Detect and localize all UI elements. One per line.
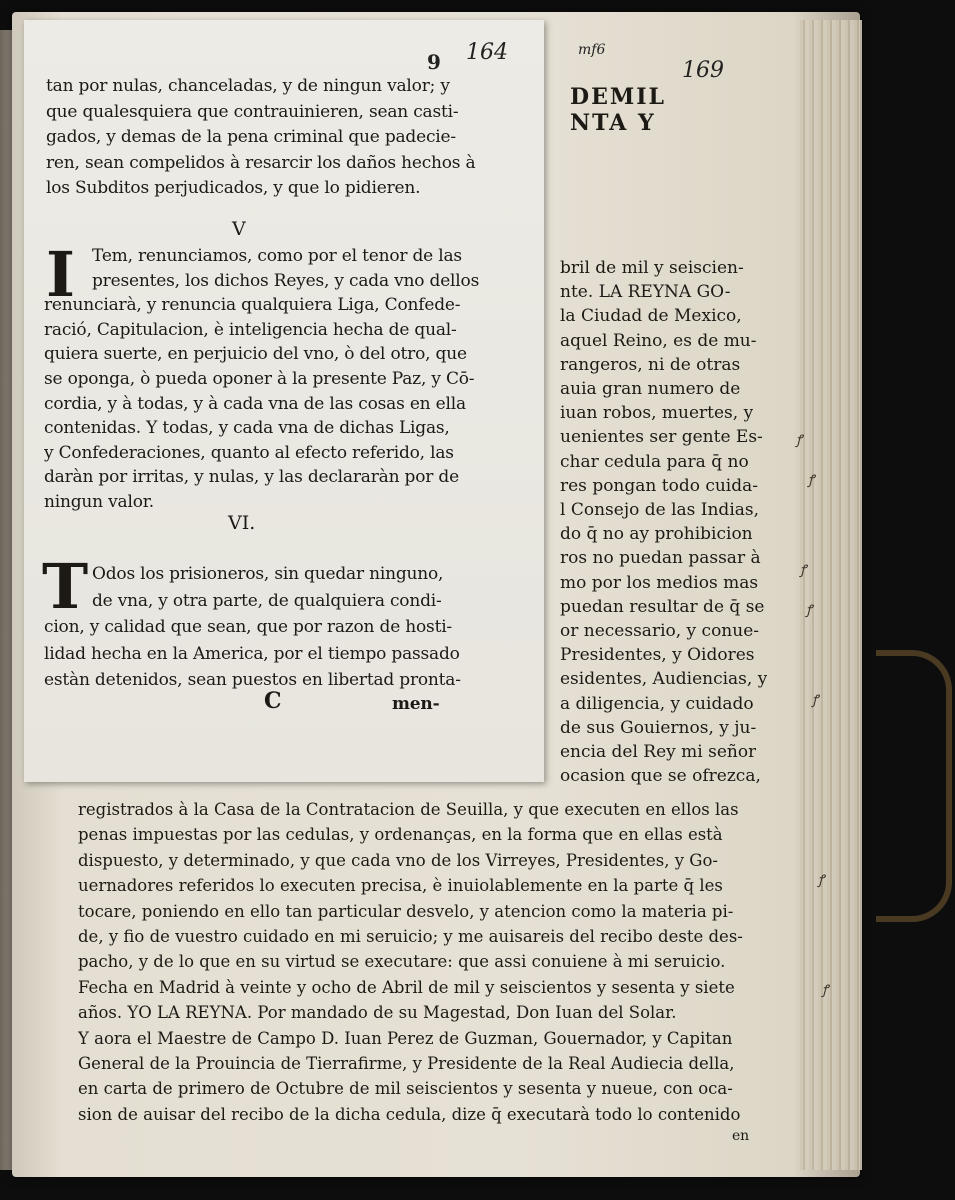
text-line: rangeros, ni de otras — [560, 354, 741, 375]
text-line: tan por nulas, chanceladas, y de ningun valor; y — [46, 76, 450, 96]
text-line: registrados à la Casa de la Contratacion de Seuilla, y que executen en ellos las — [78, 800, 739, 819]
text-line: daràn por irritas, y nulas, y las declararàn por de — [44, 467, 459, 488]
catchword: men- — [392, 694, 440, 714]
text-line: General de la Prouincia de Tierrafirme, y Presidente de la Real Audiecia della, — [78, 1054, 735, 1073]
text-line: de sus Gouiernos, y ju- — [560, 717, 757, 738]
text-line: ocasion que se ofrezca, — [560, 766, 761, 787]
bottom-catchword: en — [732, 1128, 749, 1144]
text-line: bril de mil y seiscien- — [560, 258, 744, 278]
text-line: de vna, y otra parte, de qualquiera condi- — [92, 590, 442, 611]
manuscript-page-number-left: 164 — [466, 40, 508, 65]
folio-number: 9 — [427, 50, 441, 74]
text-line: char cedula para q̄ no — [560, 451, 749, 472]
signature-mark: C — [264, 688, 282, 714]
text-line: se oponga, ò pueda oponer à la presente Paz, y Cō- — [44, 369, 475, 389]
text-line: la Ciudad de Mexico, — [560, 306, 742, 327]
text-line: lidad hecha en la America, por el tiempo passado — [44, 643, 460, 664]
marginal-note: ꝭ — [796, 433, 803, 448]
text-line: los Subditos perjudicados, y que lo pidieren. — [46, 178, 421, 198]
text-line: Fecha en Madrid à veinte y ocho de Abril de mil y seiscientos y sesenta y siete — [78, 977, 735, 997]
text-line: encia del Rey mi señor — [560, 742, 757, 762]
text-line: uernadores referidos lo executen precisa, è inuiolablemente en la parte q̄ les — [78, 876, 723, 896]
manuscript-page-number-right: 169 — [682, 58, 724, 83]
marginal-note: ꝭ — [822, 983, 829, 998]
text-line: res pongan todo cuida- — [560, 475, 759, 496]
text-line: uenientes ser gente Es- — [560, 427, 763, 448]
text-line: que qualesquiera que contrauinieren, sean casti- — [46, 101, 459, 122]
text-line: nte. LA REYNA GO- — [560, 282, 731, 303]
marginal-note: ꝭ — [818, 873, 825, 888]
text-line: cordia, y à todas, y à cada vna de las cosas en ella — [44, 393, 466, 414]
text-line: estàn detenidos, sean puestos en libertad pronta- — [44, 670, 461, 691]
text-line: presentes, los dichos Reyes, y cada vno dellos — [92, 270, 480, 291]
text-line: contenidas. Y todas, y cada vna de dichas Ligas, — [44, 418, 450, 439]
text-line: sion de auisar del recibo de la dicha cedula, dize q̄ executarà todo lo contenido — [78, 1104, 741, 1124]
text-line: y Confederaciones, quanto al efecto referido, las — [44, 442, 454, 463]
text-line: años. YO LA REYNA. Por mandado de su Magestad, Don Iuan del Solar. — [78, 1003, 677, 1023]
text-line: penas impuestas por las cedulas, y ordenanças, en la forma que en ellas està — [78, 825, 723, 845]
text-line: ren, sean compelidos à resarcir los daños hechos à — [46, 152, 476, 173]
section-heading-v: V — [232, 218, 246, 240]
text-line: renunciarà, y renuncia qualquiera Liga, Confede- — [44, 295, 461, 316]
text-line: en carta de primero de Octubre de mil seiscientos y sesenta y nueue, con oca- — [78, 1079, 733, 1099]
marginal-note: ꝭ — [800, 563, 807, 578]
text-line: pacho, y de lo que en su virtud se executare: que assi conuiene à mi seruicio. — [78, 952, 726, 972]
text-line: auia gran numero de — [560, 379, 741, 399]
text-line: Tem, renunciamos, como por el tenor de las — [92, 246, 462, 266]
text-line: aquel Reino, es de mu- — [560, 330, 757, 351]
text-line: gados, y demas de la pena criminal que padecie- — [46, 127, 456, 147]
marginal-note: ꝭ — [806, 603, 813, 618]
text-line: Y aora el Maestre de Campo D. Iuan Perez de Guzman, Gouernador, y Capitan — [78, 1028, 733, 1048]
text-line: mo por los medios mas — [560, 572, 759, 593]
text-line: ració, Capitulacion, è inteligencia hecha de qual- — [44, 319, 457, 340]
back-page-header-line-2: NTA Y — [570, 110, 656, 136]
text-line: puedan resultar de q̄ se — [560, 596, 765, 617]
text-line: l Consejo de las Indias, — [560, 500, 760, 520]
text-line: iuan robos, muertes, y — [560, 403, 754, 424]
text-line: do q̄ no ay prohibicion — [560, 524, 753, 545]
page-stack-edge — [800, 20, 862, 1170]
text-line: or necessario, y conue- — [560, 621, 760, 641]
drop-cap-i: I — [46, 238, 76, 311]
back-page-header-line-1: DEMIL — [570, 84, 666, 110]
drop-cap-t: T — [42, 550, 89, 623]
text-line: Odos los prisioneros, sin quedar ninguno, — [92, 564, 444, 584]
text-line: esidentes, Audiencias, y — [560, 669, 768, 690]
marginal-note: ꝭ — [812, 693, 819, 708]
text-line: a diligencia, y cuidado — [560, 693, 754, 714]
text-line: de, y fio de vuestro cuidado en mi seruicio; y me auisareis del recibo deste des- — [78, 927, 743, 946]
binding-strap — [876, 650, 952, 922]
section-heading-vi: VI. — [228, 512, 256, 534]
text-line: dispuesto, y determinado, y que cada vno de los Virreyes, Presidentes, y Go- — [78, 850, 718, 870]
text-line: cion, y calidad que sean, que por razon de hosti- — [44, 617, 452, 638]
text-line: quiera suerte, en perjuicio del vno, ò del otro, que — [44, 344, 467, 365]
manuscript-mark: mf6 — [578, 42, 606, 58]
text-line: Presidentes, y Oidores — [560, 645, 755, 666]
marginal-note: ꝭ — [808, 473, 815, 488]
text-line: ningun valor. — [44, 492, 154, 512]
text-line: tocare, poniendo en ello tan particular desvelo, y atencion como la materia pi- — [78, 901, 734, 921]
text-line: ros no puedan passar à — [560, 548, 761, 569]
